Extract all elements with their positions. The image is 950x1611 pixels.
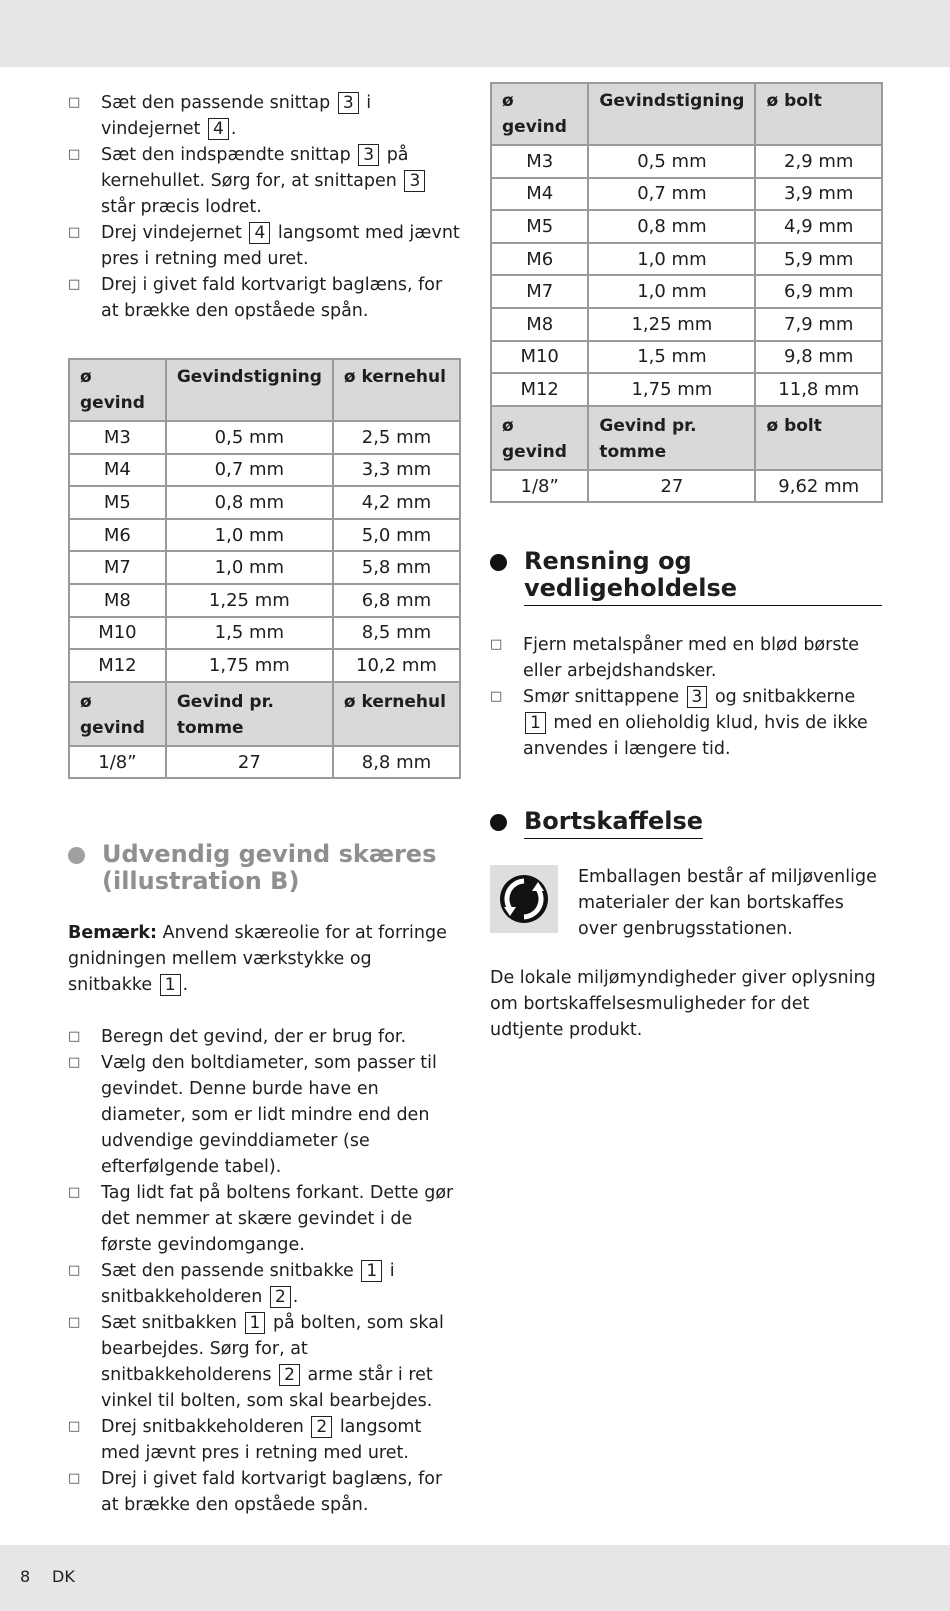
table-row [69, 486, 460, 519]
table-row [69, 649, 460, 682]
note-paragraph [68, 920, 461, 998]
table-cell: M7 [69, 551, 166, 584]
table-row [69, 519, 460, 552]
external-steps-list [68, 1024, 461, 1518]
table-cell: 5,0 mm [333, 519, 460, 552]
step-text: Drej i givet fald kortvarigt baglæns, for at brække den opståede spån. [101, 1469, 443, 1516]
part-ref-number: 2 [311, 1416, 332, 1438]
part-ref-number: 1 [525, 712, 546, 734]
table-row [69, 551, 460, 584]
part-ref-number: 3 [404, 170, 425, 192]
step-text: Vælg den boltdiameter, som passer til gevindet. Denne burde have en diameter, som er lidt mindre end den udvendige gevinddiameter (se efterfølgende tabel). [101, 1053, 437, 1178]
table-header-cell: Gevind pr. tomme [166, 682, 333, 746]
table-cell: 0,7 mm [166, 454, 333, 487]
disposal-heading [490, 808, 882, 839]
step-text: og snitbakkerne [709, 687, 856, 708]
step-item [68, 1024, 461, 1050]
bullet-dot-icon [68, 847, 85, 864]
table-row [491, 341, 882, 374]
step-item [68, 272, 461, 324]
part-ref-number: 4 [208, 118, 229, 140]
table-header-cell: ø gevind [69, 682, 166, 746]
table-cell: 27 [166, 746, 333, 779]
step-item [490, 632, 882, 684]
step-text: i vindejernet [101, 93, 372, 139]
left-column [68, 90, 461, 1518]
table-cell: 9,8 mm [755, 341, 882, 374]
table-cell: 1,25 mm [166, 584, 333, 617]
step-text: Smør snittappene [523, 687, 685, 708]
part-ref-snitbakke: 1 [160, 974, 181, 996]
table-cell: 8,8 mm [333, 746, 460, 779]
step-text: står præcis lodret. [101, 197, 262, 217]
table-row [69, 454, 460, 487]
page-number: 8 [20, 1567, 31, 1586]
step-text: på bolten, som skal bearbejdes. Sørg for, at snitbakkeholderens [101, 1313, 444, 1386]
table-cell: 1/8” [69, 746, 166, 779]
table-cell: M10 [491, 341, 588, 374]
bullet-dot-icon [490, 814, 507, 831]
step-text: Sæt den passende snittap [101, 93, 336, 113]
part-ref-number: 2 [270, 1286, 291, 1308]
step-item [68, 90, 461, 142]
step-text: Sæt den indspændte snittap [101, 145, 357, 165]
step-text: langsomt med jævnt pres i retning med uret. [101, 1417, 422, 1464]
part-ref-number: 1 [361, 1260, 382, 1282]
step-text: Drej snitbakkeholderen [101, 1417, 310, 1438]
table-header-row [69, 359, 460, 421]
table-cell: 5,8 mm [333, 551, 460, 584]
table-cell: M6 [491, 243, 588, 276]
table-row [491, 308, 882, 341]
step-text: Beregn det gevind, der er brug for. [101, 1027, 407, 1048]
note-label: Bemærk: [68, 923, 158, 944]
table-header-cell: Gevind pr. tomme [588, 406, 755, 470]
table-cell: 4,2 mm [333, 486, 460, 519]
table-header-cell: ø gevind [491, 83, 588, 145]
table-cell: 1,25 mm [588, 308, 755, 341]
table-row [491, 275, 882, 308]
step-item [68, 1310, 461, 1414]
table-cell: M7 [491, 275, 588, 308]
step-text: Drej vindejernet [101, 223, 248, 243]
table-header-cell: ø kernehul [333, 682, 460, 746]
table-row [491, 373, 882, 406]
cleaning-heading [490, 548, 882, 606]
authority-text: De lokale miljømyndigheder giver oplysning om bortskaffelsesmuligheder for det udtjente produkt. [490, 968, 876, 1041]
table-cell: 1,0 mm [166, 551, 333, 584]
right-column [490, 82, 882, 1043]
table-cell: M5 [491, 210, 588, 243]
table-cell: 3,3 mm [333, 454, 460, 487]
step-text: med en olieholdig klud, hvis de ikke anvendes i længere tid. [523, 713, 868, 760]
note-text: Anvend skæreolie for at forringe gnidningen mellem værkstykke og snitbakke [68, 923, 447, 996]
step-text: arme står i ret vinkel til bolten, som skal bearbejdes. [101, 1365, 433, 1412]
table-cell: 1,75 mm [166, 649, 333, 682]
table-cell: 11,8 mm [755, 373, 882, 406]
table-header-cell: ø bolt [755, 83, 882, 145]
table-row [491, 243, 882, 276]
table-row [69, 746, 460, 779]
step-item [68, 1466, 461, 1518]
table-cell: 5,9 mm [755, 243, 882, 276]
table-cell: 9,62 mm [755, 470, 882, 503]
recycling-green-dot-icon [490, 865, 558, 933]
table-cell: 0,8 mm [166, 486, 333, 519]
external-thread-title: Udvendig gevind skæres (illustration B) [102, 840, 437, 896]
step-text: . [230, 119, 237, 139]
table-cell: 0,8 mm [588, 210, 755, 243]
disposal-title: Bortskaffelse [524, 808, 703, 839]
table-row [491, 210, 882, 243]
internal-thread-table [68, 358, 461, 779]
table-row [69, 421, 460, 454]
table-cell: 3,9 mm [755, 178, 882, 211]
table-header-cell: ø gevind [491, 406, 588, 470]
part-ref-number: 3 [358, 144, 379, 166]
external-thread-table [490, 82, 883, 503]
table-header-cell: Gevindstigning [166, 359, 333, 421]
table-cell: M4 [491, 178, 588, 211]
table-cell: 6,8 mm [333, 584, 460, 617]
table-header-row [69, 682, 460, 746]
step-item [68, 142, 461, 220]
table-cell: 10,2 mm [333, 649, 460, 682]
table-header-cell: ø gevind [69, 359, 166, 421]
table-cell: 2,5 mm [333, 421, 460, 454]
step-text: . [292, 1287, 299, 1308]
table-cell: 1,5 mm [166, 617, 333, 650]
note-end: . [182, 975, 189, 996]
step-item [68, 1258, 461, 1310]
step-item [68, 220, 461, 272]
table-cell: 6,9 mm [755, 275, 882, 308]
table-row [69, 617, 460, 650]
table-cell: 7,9 mm [755, 308, 882, 341]
table-cell: M4 [69, 454, 166, 487]
table-cell: M8 [491, 308, 588, 341]
table-header-cell: Gevindstigning [588, 83, 755, 145]
table-row [69, 584, 460, 617]
table-cell: M12 [491, 373, 588, 406]
part-ref-number: 3 [338, 92, 359, 114]
table-cell: 1,0 mm [166, 519, 333, 552]
table-header-row [491, 406, 882, 470]
step-item [68, 1414, 461, 1466]
table-cell: M5 [69, 486, 166, 519]
packaging-block [490, 865, 882, 939]
table-cell: M3 [69, 421, 166, 454]
step-text: Drej i givet fald kortvarigt baglæns, for at brække den opståede spån. [101, 275, 443, 321]
table-cell: 1,0 mm [588, 275, 755, 308]
part-ref-number: 3 [687, 686, 708, 708]
cleaning-steps-list [490, 632, 882, 762]
table-header-cell: ø bolt [755, 406, 882, 470]
step-item [68, 1180, 461, 1258]
step-text: på kernehullet. Sørg for, at snittapen [101, 145, 409, 191]
header-band [0, 0, 950, 67]
part-ref-number: 4 [249, 222, 270, 244]
step-text: Fjern metalspåner med en blød børste eller arbejdshandsker. [523, 635, 860, 682]
table-cell: 1,75 mm [588, 373, 755, 406]
table-cell: M10 [69, 617, 166, 650]
table-cell: 2,9 mm [755, 145, 882, 178]
table-header-cell: ø kernehul [333, 359, 460, 421]
step-text: i snitbakkeholderen [101, 1261, 395, 1308]
step-text: Sæt snitbakken [101, 1313, 243, 1334]
intro-steps-list [68, 90, 461, 324]
table-cell: 0,5 mm [588, 145, 755, 178]
table-cell: M3 [491, 145, 588, 178]
table-cell: M8 [69, 584, 166, 617]
table-cell: M12 [69, 649, 166, 682]
table-cell: 1,0 mm [588, 243, 755, 276]
table-cell: M6 [69, 519, 166, 552]
step-text: Sæt den passende snitbakke [101, 1261, 360, 1282]
table-header-row [491, 83, 882, 145]
table-cell: 1/8” [491, 470, 588, 503]
language-code: DK [52, 1567, 75, 1586]
step-text: langsomt med jævnt pres i retning med uret. [101, 223, 460, 269]
table-row [491, 470, 882, 503]
table-row [491, 178, 882, 211]
external-thread-heading [68, 841, 461, 895]
step-item [490, 684, 882, 762]
packaging-text: Emballagen består af miljøvenlige materialer der kan bortskaffes over genbrugsstationen. [578, 867, 877, 940]
bullet-dot-icon [490, 554, 507, 571]
step-item [68, 1050, 461, 1180]
table-cell: 1,5 mm [588, 341, 755, 374]
table-cell: 4,9 mm [755, 210, 882, 243]
cleaning-title: Rensning og vedligeholdelse [524, 548, 882, 606]
table-row [491, 145, 882, 178]
table-cell: 0,5 mm [166, 421, 333, 454]
table-cell: 27 [588, 470, 755, 503]
part-ref-number: 1 [245, 1312, 266, 1334]
table-cell: 0,7 mm [588, 178, 755, 211]
footer [0, 1545, 950, 1611]
step-text: Tag lidt fat på boltens forkant. Dette gør det nemmer at skære gevindet i de første gevindomgange. [101, 1183, 454, 1256]
table-cell: 8,5 mm [333, 617, 460, 650]
part-ref-number: 2 [279, 1364, 300, 1386]
